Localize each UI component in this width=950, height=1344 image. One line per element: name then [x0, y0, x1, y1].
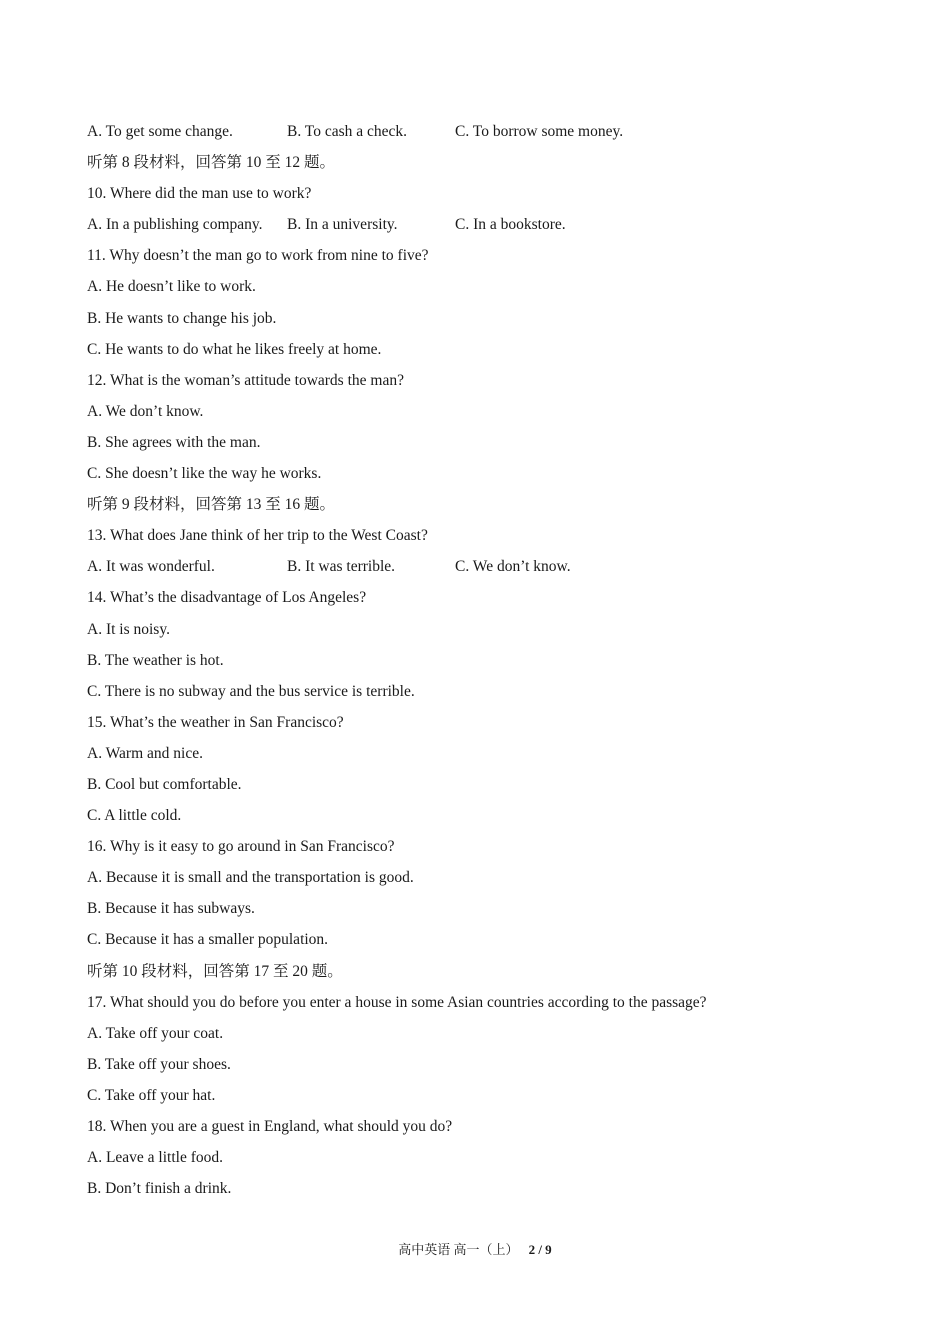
question-line: B. Because it has subways.: [87, 900, 255, 918]
answer-option-a: A. To get some change.: [87, 123, 233, 140]
question-line: A. He doesn’t like to work.: [87, 278, 256, 296]
section-heading: 听第 9 段材料，回答第 13 至 16 题。: [87, 496, 336, 514]
question-line: B. The weather is hot.: [87, 651, 224, 669]
question-line: C. Because it has a smaller population.: [87, 931, 329, 949]
page-footer: [0, 1240, 950, 1260]
section-heading: 听第 10 段材料，回答第 17 至 20 题。: [87, 962, 343, 980]
question-line: 17. What should you do before you enter a house in some Asian countries according to the passage?: [87, 993, 707, 1011]
question-line: B. Cool but comfortable.: [87, 775, 242, 793]
question-line: A. It is noisy.: [87, 620, 170, 638]
answer-options-row: [87, 116, 887, 147]
page-number: 2 / 9: [528, 1242, 552, 1257]
question-line: A. Take off your coat.: [87, 1024, 224, 1042]
answer-option-b: B. In a university.: [287, 216, 398, 234]
answer-option-a: A. It was wonderful.: [87, 558, 215, 576]
answer-option-c: C. We don’t know.: [455, 558, 571, 576]
answer-option-b: B. It was terrible.: [287, 558, 396, 576]
question-line: C. He wants to do what he likes freely at home.: [87, 340, 382, 358]
question-line: A. Because it is small and the transportation is good.: [87, 869, 414, 887]
section-heading: 听第 8 段材料，回答第 10 至 12 题。: [87, 154, 336, 172]
question-line: C. There is no subway and the bus service is terrible.: [87, 682, 415, 700]
footer-title: 高中英语 高一（上）: [398, 1242, 519, 1257]
question-line: C. She doesn’t like the way he works.: [87, 465, 322, 483]
question-line: B. Don’t finish a drink.: [87, 1180, 232, 1198]
question-line: 11. Why doesn’t the man go to work from nine to five?: [87, 247, 429, 265]
question-line: 12. What is the woman’s attitude towards the man?: [87, 371, 404, 389]
answer-option-b: B. To cash a check.: [287, 123, 408, 140]
question-line: A. Warm and nice.: [87, 744, 203, 762]
answer-option-c: C. To borrow some money.: [455, 123, 624, 140]
question-line: C. Take off your hat.: [87, 1086, 216, 1104]
question-line: C. A little cold.: [87, 807, 182, 825]
answer-options-row: [87, 209, 887, 240]
question-line: A. Leave a little food.: [87, 1149, 224, 1167]
question-line: B. He wants to change his job.: [87, 309, 277, 327]
question-line: 18. When you are a guest in England, what should you do?: [87, 1118, 453, 1135]
question-line: B. She agrees with the man.: [87, 433, 261, 451]
answer-option-a: A. In a publishing company.: [87, 216, 263, 234]
answer-options-row: [87, 551, 887, 582]
question-line: 16. Why is it easy to go around in San Francisco?: [87, 838, 395, 856]
question-line: 15. What’s the weather in San Francisco?: [87, 713, 344, 731]
question-line: B. Take off your shoes.: [87, 1055, 231, 1073]
question-line: 14. What’s the disadvantage of Los Angeles?: [87, 589, 367, 607]
question-line: 10. Where did the man use to work?: [87, 185, 312, 203]
question-list: [87, 116, 887, 1204]
question-line: A. We don’t know.: [87, 402, 204, 420]
question-line: 13. What does Jane think of her trip to the West Coast?: [87, 527, 428, 545]
answer-option-c: C. In a bookstore.: [455, 216, 566, 234]
